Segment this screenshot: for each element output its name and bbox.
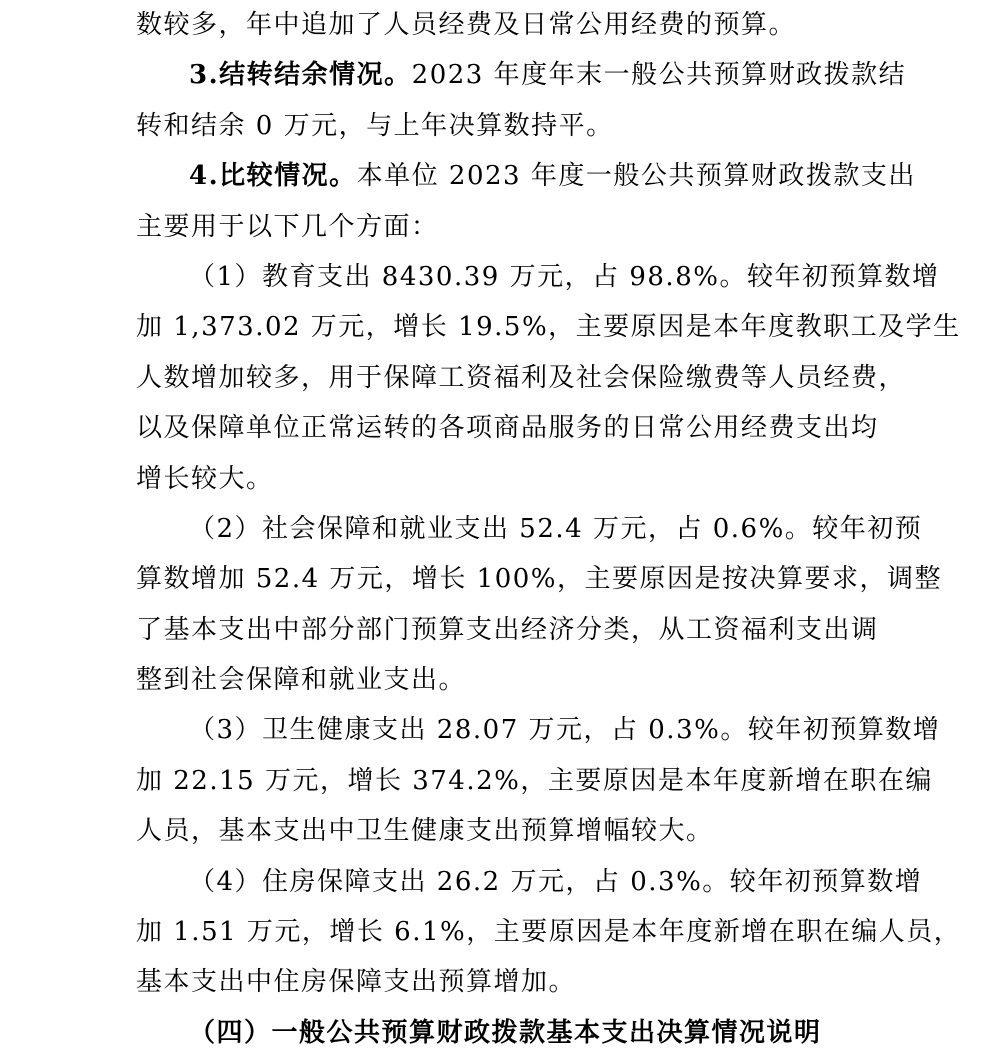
subsection-title: （四）一般公共预算财政拨款基本支出决算情况说明	[189, 1017, 822, 1048]
paragraph-social-security-expenditure	[136, 504, 943, 706]
text-line: 算数增加 52.4 万元，增长 100%，主要原因是按决算要求，调整	[136, 564, 943, 595]
text-line: （2）社会保障和就业支出 52.4 万元，占 0.6%。较年初预	[189, 513, 923, 544]
paragraph-education-expenditure	[136, 252, 961, 504]
text-line: 加 22.15 万元，增长 374.2%，主要原因是本年度新增在职在编	[136, 765, 933, 796]
section-heading: 4.比较情况。	[189, 161, 357, 192]
text-line: （3）卫生健康支出 28.07 万元，占 0.3%。较年初预算数增	[189, 715, 941, 746]
section-heading: 3.结转结余情况。	[189, 60, 412, 91]
paragraph-comparison	[136, 151, 916, 252]
text-line: （4）住房保障支出 26.2 万元，占 0.3%。较年初预算数增	[189, 866, 923, 897]
text-line: 以及保障单位正常运转的各项商品服务的日常公用经费支出均	[136, 413, 879, 444]
text-line: 加 1.51 万元，增长 6.1%，主要原因是本年度新增在职在编人员，	[136, 917, 962, 948]
text-line: 数较多，年中追加了人员经费及日常公用经费的预算。	[136, 10, 797, 40]
text-line: 主要用于以下几个方面：	[136, 211, 439, 242]
text-line	[136, 50, 907, 100]
text-line: （1）教育支出 8430.39 万元，占 98.8%。较年初预算数增	[189, 261, 940, 292]
text-line: 人数增加较多，用于保障工资福利及社会保险缴费等人员经费，	[136, 362, 907, 393]
text-line: 基本支出中住房保障支出预算增加。	[136, 967, 577, 998]
text-line	[136, 151, 916, 201]
document-page	[136, 0, 962, 1058]
text-fragment: 本单位 2023 年度一般公共预算财政拨款支出	[356, 161, 916, 192]
text-fragment: 2023 年度年末一般公共预算财政拨款结	[411, 60, 907, 91]
paragraph-health-expenditure	[136, 705, 941, 856]
paragraph-carryover-balance	[136, 50, 907, 151]
paragraph-housing-expenditure	[136, 857, 962, 1008]
text-line: 增长较大。	[136, 463, 274, 494]
text-line: 整到社会保障和就业支出。	[136, 665, 467, 696]
text-line: 了基本支出中部分部门预算支出经济分类，从工资福利支出调	[136, 614, 879, 645]
text-line: 加 1,373.02 万元，增长 19.5%，主要原因是本年度教职工及学生	[136, 312, 961, 343]
paragraph-continuation	[136, 0, 878, 50]
section-heading-basic-expenditure	[136, 1008, 878, 1058]
text-line: 转和结余 0 万元，与上年决算数持平。	[136, 110, 614, 141]
text-line: 人员，基本支出中卫生健康支出预算增幅较大。	[136, 816, 714, 847]
